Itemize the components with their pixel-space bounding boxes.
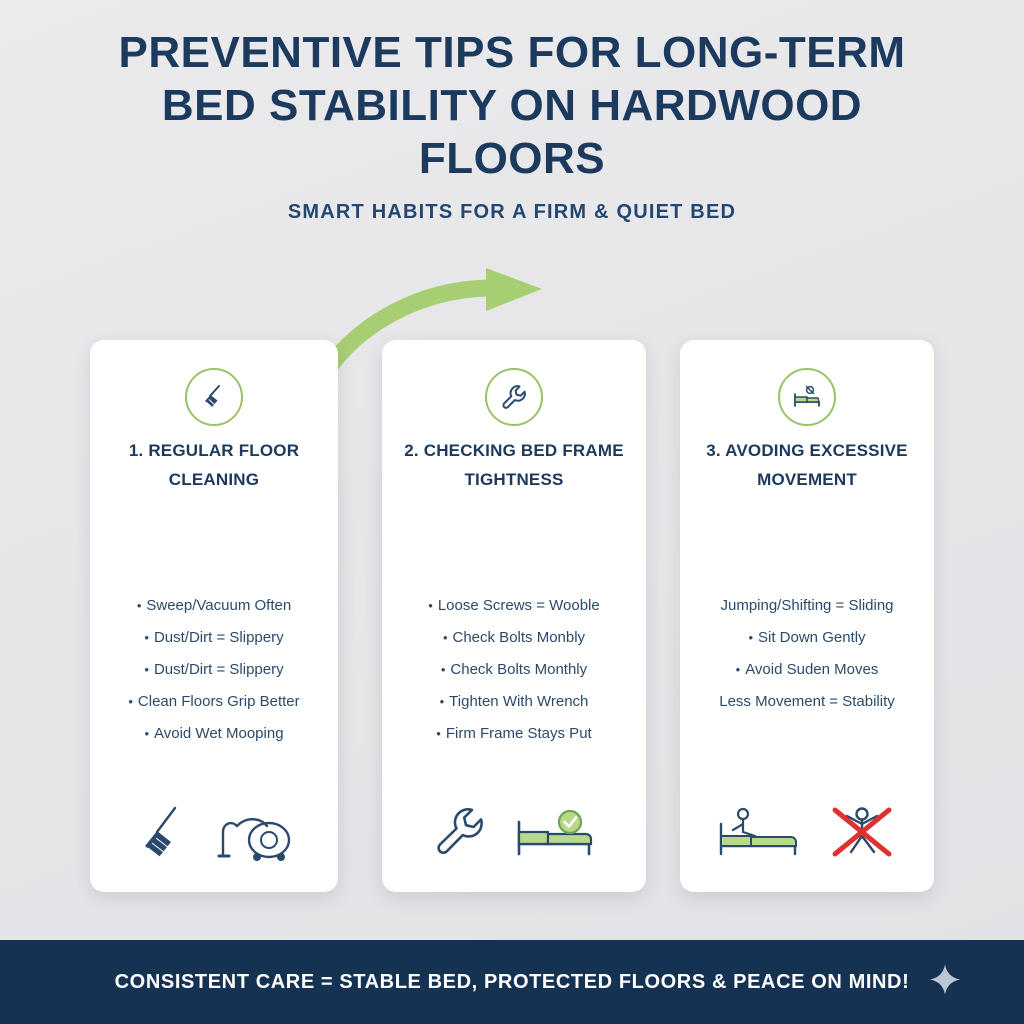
no-jumping-bed-icon xyxy=(778,368,836,426)
list-item xyxy=(392,590,636,622)
footer-banner xyxy=(0,940,1024,1024)
list-item xyxy=(392,622,636,654)
list-item-label: Less Movement = Stability xyxy=(719,693,895,710)
list-item-label: Avoid Suden Moves xyxy=(745,661,879,678)
tip-card-1-title: 1. REGULAR FLOOR CLEANING xyxy=(128,441,300,489)
tip-card-3-title: 3. AVODING EXCESSIVE MOVEMENT xyxy=(706,441,908,489)
list-item-label: Sweep/Vacuum Often xyxy=(146,597,292,614)
broom-icon xyxy=(185,368,243,426)
bullet-dot: • xyxy=(144,662,149,677)
list-item-label: Check Bolts Monthly xyxy=(450,661,588,678)
bullet-dot: • xyxy=(442,630,448,645)
no-jumping-crossed-icon xyxy=(827,802,897,862)
header xyxy=(0,26,1024,224)
tip-card-2-footer-icons xyxy=(382,802,646,862)
list-item-label: Loose Screws = Wooble xyxy=(437,597,600,614)
bullet-dot: • xyxy=(436,726,441,741)
list-item-label: Sit Down Gently xyxy=(758,629,866,646)
list-item-label: Clean Floors Grip Better xyxy=(137,693,300,710)
tip-card-1-bullets xyxy=(100,590,328,750)
wrench-icon xyxy=(485,368,543,426)
page-subtitle: SMART HABITS FOR A FIRM & QUIET BED xyxy=(287,201,737,223)
list-item-label: Tighten With Wrench xyxy=(449,693,589,710)
list-item xyxy=(100,590,328,622)
list-item-label: Dust/Dirt = Slippery xyxy=(153,661,284,678)
bullet-dot: • xyxy=(144,726,150,741)
tip-card-1 xyxy=(90,340,338,892)
bullet-dot: • xyxy=(735,662,741,677)
tip-card-3 xyxy=(680,340,934,892)
list-item-label: Check Bolts Monbly xyxy=(452,629,586,646)
bullet-dot: • xyxy=(144,630,149,645)
list-item xyxy=(100,686,328,718)
list-item xyxy=(392,718,636,750)
tip-card-2-bullets xyxy=(392,590,636,750)
bullet-dot: • xyxy=(748,630,753,645)
list-item xyxy=(392,654,636,686)
list-item xyxy=(690,686,924,718)
list-item-label: Avoid Wet Mooping xyxy=(154,725,284,742)
vacuum-cleaner-icon xyxy=(217,802,293,862)
list-item-label: Firm Frame Stays Put xyxy=(445,725,592,742)
list-item xyxy=(100,654,328,686)
list-item xyxy=(100,622,328,654)
tip-card-2-title: 2. CHECKING BED FRAME TIGHTNESS xyxy=(404,441,624,489)
list-item xyxy=(690,590,924,622)
bullet-dot: • xyxy=(428,598,433,613)
wrench-icon xyxy=(432,802,488,862)
sparkle-icon xyxy=(928,963,962,1002)
page-title: PREVENTIVE TIPS FOR LONG-TERM BED STABILITY ON HARDWOOD FLOORS xyxy=(118,28,906,183)
list-item xyxy=(690,654,924,686)
bed-check-icon xyxy=(514,802,596,862)
list-item xyxy=(100,718,328,750)
tip-card-3-bullets xyxy=(690,590,924,718)
tip-card-3-footer-icons xyxy=(680,802,934,862)
bullet-dot: • xyxy=(128,694,133,709)
person-sitting-on-bed-icon xyxy=(717,802,801,862)
bullet-dot: • xyxy=(136,598,142,613)
broom-icon xyxy=(135,802,191,862)
tip-card-1-footer-icons xyxy=(90,802,338,862)
list-item xyxy=(392,686,636,718)
bullet-dot: • xyxy=(439,694,445,709)
list-item-label: Jumping/Shifting = Sliding xyxy=(720,597,894,614)
bullet-dot: • xyxy=(440,662,446,677)
tip-card-2 xyxy=(382,340,646,892)
list-item xyxy=(690,622,924,654)
footer-text: CONSISTENT CARE = STABLE BED, PROTECTED FLOORS & PEACE ON MIND! xyxy=(114,970,910,993)
list-item-label: Dust/Dirt = Slippery xyxy=(153,629,284,646)
